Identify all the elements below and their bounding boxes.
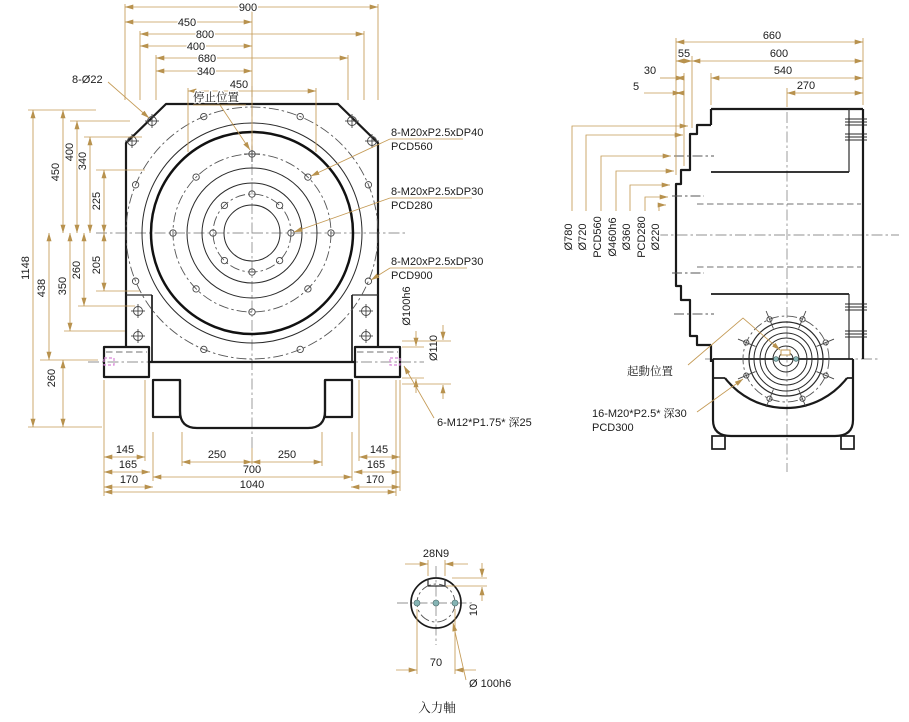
start-position-label: 起動位置 <box>627 366 673 378</box>
dim-5: 5 <box>632 81 640 93</box>
front-left-dimensions <box>20 110 104 427</box>
front-top-dimensions <box>125 2 378 91</box>
left-shoulder <box>153 380 180 417</box>
dim-340-left: 340 <box>77 151 89 171</box>
shaft-boss-arc <box>725 378 847 408</box>
label-dia-720: Ø720 <box>577 223 589 251</box>
dim-260-inner: 260 <box>71 260 83 280</box>
dim-170-right: 170 <box>365 474 385 486</box>
dim-438: 438 <box>36 278 48 298</box>
dim-225: 225 <box>91 191 103 211</box>
dim-600: 600 <box>769 48 789 60</box>
side-view <box>563 30 899 472</box>
bottom-housing <box>180 380 325 428</box>
flange-tap-spec: 16-M20*P2.5* 深30 <box>592 408 687 420</box>
dim-1040: 1040 <box>239 479 265 491</box>
label-pcd-560: PCD560 <box>592 216 604 258</box>
hole-spacing-dim <box>396 609 476 674</box>
thread-label-1-pcd: PCD560 <box>391 141 433 153</box>
dim-205: 205 <box>91 255 103 275</box>
dim-250-right: 250 <box>277 449 297 461</box>
side-tap-label: 6-M12*P1.75* 深25 <box>437 417 532 429</box>
dim-270: 270 <box>796 80 816 92</box>
corner-hole-label: 8-Ø22 <box>72 74 103 86</box>
dim-70: 70 <box>429 657 443 669</box>
start-position-mark <box>781 350 790 355</box>
dim-450-left: 450 <box>50 162 62 182</box>
counterbore-label: Ø110 <box>428 334 440 362</box>
dim-400-left: 400 <box>64 142 76 162</box>
dim-350: 350 <box>57 276 69 296</box>
stop-position-leader <box>220 105 250 150</box>
bore-dia-label: Ø100h6 <box>401 286 413 326</box>
keyway-width-dim <box>405 548 468 576</box>
flange-tap-leader <box>697 379 743 412</box>
dim-1148: 1148 <box>20 256 32 280</box>
dim-10: 10 <box>468 603 480 617</box>
thread-label-1-spec: 8-M20xP2.5xDP40 <box>391 127 484 139</box>
dim-170-left: 170 <box>119 474 139 486</box>
side-diameter-labels <box>563 126 688 258</box>
corner-hole-leader <box>108 82 149 118</box>
front-bore-dimensions <box>401 286 532 429</box>
label-dia-460h6: Ø460h6 <box>607 217 619 257</box>
input-shaft-view <box>396 548 511 715</box>
dim-28n9: 28N9 <box>422 548 450 560</box>
dim-900: 900 <box>238 2 258 14</box>
thread-label-3-spec: 8-M20xP2.5xDP30 <box>391 256 484 268</box>
dim-540: 540 <box>773 65 793 77</box>
dim-145-right: 145 <box>369 444 389 456</box>
left-side-bore <box>104 358 114 365</box>
thread-label-2-pcd: PCD280 <box>391 200 433 212</box>
dim-145-left: 145 <box>115 444 135 456</box>
side-tap-leader <box>404 366 434 418</box>
label-dia-360: Ø360 <box>621 223 633 251</box>
thread-label-2-spec: 8-M20xP2.5xDP30 <box>391 186 484 198</box>
side-housing <box>713 359 853 436</box>
front-view <box>20 2 532 496</box>
dim-800: 800 <box>195 29 215 41</box>
front-top-extensions <box>125 4 378 152</box>
side-top-dimensions <box>633 30 863 93</box>
side-right-foot <box>841 436 854 449</box>
dim-250-left: 250 <box>207 449 227 461</box>
dim-450-inner: 450 <box>229 79 249 91</box>
input-shaft-caption: 入力軸 <box>418 701 456 715</box>
label-pcd-280: PCD280 <box>636 216 648 258</box>
dim-165-left: 165 <box>118 459 138 471</box>
dim-700: 700 <box>242 464 262 476</box>
dim-165-right: 165 <box>366 459 386 471</box>
dim-680: 680 <box>197 53 217 65</box>
stop-position-label: 停止位置 <box>193 92 239 104</box>
dim-30: 30 <box>643 65 657 77</box>
shaft-dia-label: Ø 100h6 <box>469 678 512 690</box>
dim-660: 660 <box>762 30 782 42</box>
right-side-bore <box>390 358 400 365</box>
dim-55: 55 <box>677 48 691 60</box>
front-thread-labels <box>294 127 483 282</box>
label-dia-780: Ø780 <box>563 223 575 251</box>
dim-260-bottom: 260 <box>46 368 58 388</box>
side-left-foot <box>712 436 725 449</box>
dim-450-top: 450 <box>177 17 197 29</box>
flange-tap-pcd: PCD300 <box>592 422 634 434</box>
dim-400-top: 400 <box>186 41 206 53</box>
keyway-depth-dim <box>446 563 487 616</box>
label-dia-220: Ø220 <box>650 223 662 251</box>
right-shoulder <box>325 380 352 417</box>
thread-label-3-pcd: PCD900 <box>391 270 433 282</box>
dim-340-top: 340 <box>196 66 216 78</box>
